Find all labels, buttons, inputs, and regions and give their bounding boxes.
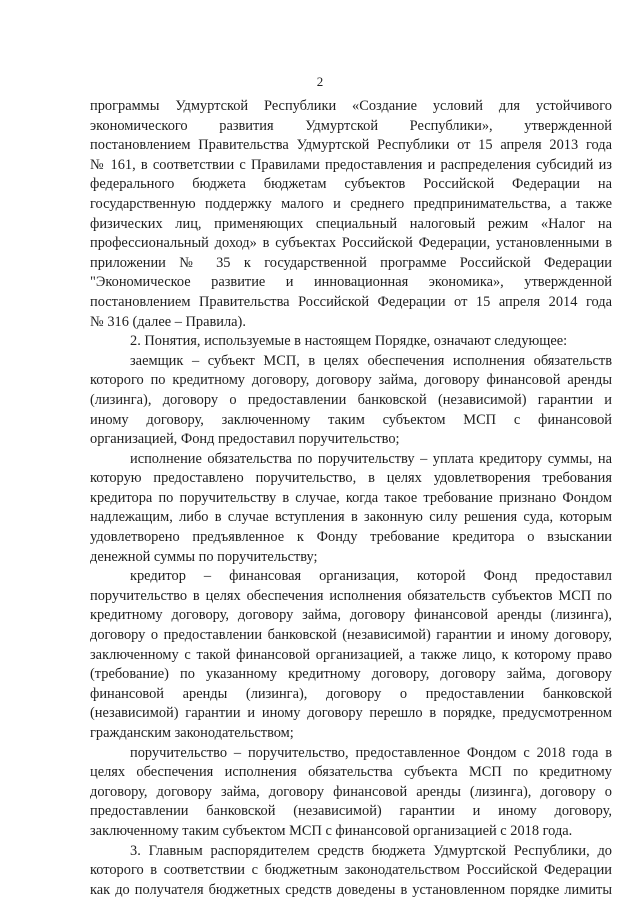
text-line: (независимой) гарантии и иному договору перешло в порядке, предусмотренном [90, 705, 612, 722]
paragraph [90, 842, 612, 901]
text-line: предоставлении банковской (независимой) гарантии и иному договору, [90, 803, 612, 820]
text-line: программы Удмуртской Республики «Создание условий для устойчивого [90, 98, 612, 114]
text-line: целях обеспечения исполнения обязательства субъекта МСП по кредитному [90, 764, 612, 781]
text-line: которого в соответствии с бюджетным законодательством Российской Федерации [90, 862, 612, 879]
page-number: 2 [316, 74, 324, 89]
text-line: "Экономическое развитие и инновационная экономика», утвержденной [90, 274, 612, 291]
text-line: федерального бюджета бюджетам субъектов Российской Федерации на [90, 176, 612, 193]
text-line: которого по кредитному договору, договору займа, договору финансовой аренды [90, 372, 612, 389]
text-line: которую предоставлено поручительство, в целях удовлетворения требования [90, 470, 612, 487]
paragraph [90, 332, 612, 352]
text-line: экономического развития Удмуртской Республики», утвержденной [90, 117, 612, 134]
text-line: исполнение обязательства по поручительству – уплата кредитору суммы, на [130, 450, 612, 467]
text-line: иному договору, заключенному таким субъектом МСП с финансовой [90, 411, 612, 428]
paragraph [90, 744, 612, 842]
paragraph [90, 450, 612, 568]
text-line: поручительство в целях обеспечения исполнения обязательств субъектов МСП по [90, 587, 612, 604]
text-line: кредитному договору, договору займа, договору финансовой аренды (лизинга), [90, 607, 612, 624]
text-line: постановлением Правительства Удмуртской Республики от 15 апреля 2013 года [90, 137, 612, 154]
text-line: поручительство – поручительство, предоставленное Фондом с 2018 года в [130, 744, 612, 761]
text-line: как до получателя бюджетных средств доведены в установленном порядке лимиты [90, 881, 612, 898]
text-line: 2. Понятия, используемые в настоящем Порядке, означают следующее: [130, 333, 568, 350]
text-line: финансовой аренды (лизинга), договору о предоставлении банковской [90, 685, 612, 702]
text-line: № 161, в соответствии с Правилами предоставления и распределения субсидий из [90, 156, 612, 173]
text-line: 3. Главным распорядителем средств бюджета Удмуртской Республики, до [130, 842, 612, 859]
text-line: кредитора по поручительству в случае, когда такое требование признано Фондом [90, 489, 612, 506]
text-line: гражданским законодательством; [90, 725, 294, 741]
text-line: (требование) по указанному кредитному договору, договору займа, договору [90, 666, 612, 683]
text-line: (лизинга), договору о предоставлении банковской (независимой) гарантии и [90, 391, 612, 408]
text-line: надлежащим, либо в случае вступления в законную силу решения суда, которым [90, 509, 612, 526]
text-line: заключенному таким субъектом МСП с финансовой организацией с 2018 года. [90, 822, 573, 839]
text-line: профессиональный доход» в субъектах Российской Федерации, установленными в [90, 235, 612, 252]
text-line: государственную поддержку малого и среднего предпринимательства, а также [90, 195, 612, 212]
text-line: договору, договору займа, договору финансовой аренды (лизинга), договору о [90, 783, 612, 800]
text-line: заемщик – субъект МСП, в целях обеспечения исполнения обязательств [130, 352, 612, 369]
text-line: приложении № 35 к государственной программе Российской Федерации [90, 254, 612, 271]
text-line: постановлением Правительства Российской Федерации от 15 апреля 2014 года [90, 293, 612, 310]
text-line: заключенному с такой финансовой организацией, а также лицо, к которому право [90, 646, 612, 663]
document-body [90, 97, 612, 900]
text-line: № 316 (далее – Правила). [90, 313, 246, 330]
text-line: договору о предоставлении банковской (независимой) гарантии и иному договору, [90, 627, 612, 644]
paragraph [90, 97, 612, 332]
paragraph [90, 567, 612, 743]
text-line: удовлетворено предъявленное к Фонду требование кредитора о взыскании [90, 529, 612, 546]
text-line: денежной суммы по поручительству; [90, 548, 318, 565]
paragraph [90, 352, 612, 450]
text-line: организацией, Фонд предоставил поручительство; [90, 431, 400, 448]
text-line: кредитор – финансовая организация, которой Фонд предоставил [130, 568, 612, 585]
text-line: физических лиц, применяющих специальный налоговый режим «Налог на [90, 215, 612, 232]
